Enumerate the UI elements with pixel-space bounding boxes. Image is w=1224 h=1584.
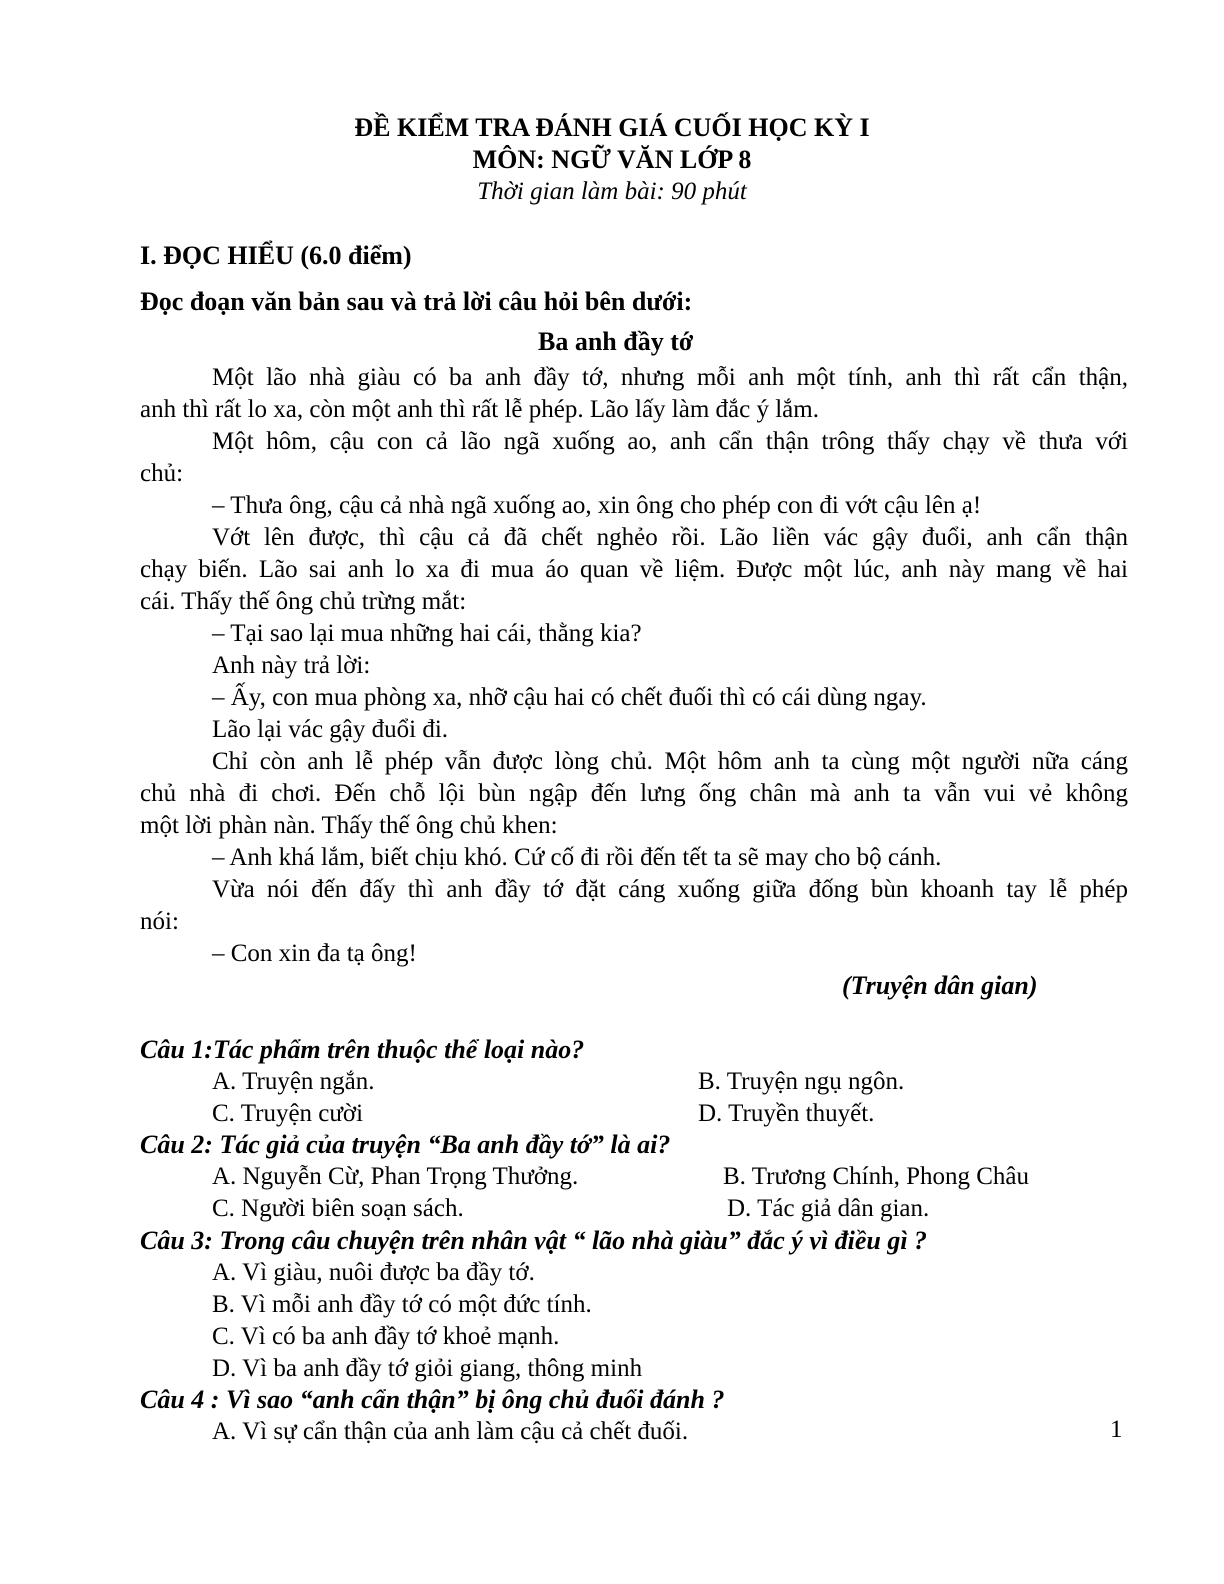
subject-title: MÔN: NGỮ VĂN LỚP 8 <box>472 145 752 174</box>
story-line: Chỉ còn anh lễ phép vẫn được lòng chủ. Một hôm anh ta cùng một người nữa cáng <box>212 748 1128 775</box>
story-line: Lão lại vác gậy đuổi đi. <box>212 716 449 743</box>
story-title: Ba anh đầy tớ <box>538 327 694 356</box>
q3-option-b: B. Vì mỗi anh đầy tớ có một đức tính. <box>212 1291 592 1318</box>
story-line: – Ấy, con mua phòng xa, nhỡ cậu hai có chết đuối thì có cái dùng ngay. <box>212 684 927 711</box>
story-source: (Truyện dân gian) <box>842 971 1038 1000</box>
story-line: – Thưa ông, cậu cả nhà ngã xuống ao, xin ông cho phép con đi vớt cậu lên ạ! <box>212 492 982 519</box>
instruction: Đọc đoạn văn bản sau và trả lời câu hỏi bên dưới: <box>140 287 693 316</box>
story-line: – Con xin đa tạ ông! <box>212 940 417 967</box>
q1-option-a: A. Truyện ngắn. <box>212 1068 375 1095</box>
q1-option-d: D. Truyền thuyết. <box>698 1100 875 1127</box>
q1-option-c: C. Truyện cười <box>212 1100 364 1127</box>
story-line: chủ nhà đi chơi. Đến chỗ lội bùn ngập đến lưng ống chân mà anh ta vẫn vui vẻ không <box>140 780 1128 807</box>
q3-option-a: A. Vì giàu, nuôi được ba đầy tớ. <box>212 1259 535 1286</box>
q2-option-b: B. Trương Chính, Phong Châu <box>723 1163 1030 1190</box>
q2-option-d: D. Tác giả dân gian. <box>727 1195 930 1222</box>
exam-title: ĐỀ KIỂM TRA ĐÁNH GIÁ CUỐI HỌC KỲ I <box>354 113 870 142</box>
story-line: cái. Thấy thế ông chủ trừng mắt: <box>140 588 467 615</box>
story-line: chạy biến. Lão sai anh lo xa đi mua áo quan về liệm. Được một lúc, anh này mang về hai <box>140 556 1128 583</box>
question-2: Câu 2: Tác giả của truyện “Ba anh đầy tớ” là ai? <box>140 1130 671 1159</box>
story-line: Vừa nói đến đấy thì anh đầy tớ đặt cáng xuống giữa đống bùn khoanh tay lễ phép <box>212 876 1128 903</box>
question-4: Câu 4 : Vì sao “anh cẩn thận” bị ông chủ đuổi đánh ? <box>140 1385 725 1414</box>
time-limit: Thời gian làm bài: 90 phút <box>477 178 747 205</box>
q3-option-c: C. Vì có ba anh đầy tớ khoẻ mạnh. <box>212 1323 560 1350</box>
question-1: Câu 1:Tác phẩm trên thuộc thể loại nào? <box>140 1035 585 1064</box>
story-line: Anh này trả lời: <box>212 652 371 679</box>
story-line: Một lão nhà giàu có ba anh đầy tớ, nhưng mỗi anh một tính, anh thì rất cẩn thận, <box>212 364 1128 391</box>
q1-option-b: B. Truyện ngụ ngôn. <box>698 1068 905 1095</box>
story-line: – Anh khá lắm, biết chịu khó. Cứ cố đi rồi đến tết ta sẽ may cho bộ cánh. <box>212 844 942 871</box>
story-line: Một hôm, cậu con cả lão ngã xuống ao, anh cẩn thận trông thấy chạy về thưa với <box>212 428 1128 455</box>
page-number: 1 <box>1110 1416 1123 1443</box>
story-line: chủ: <box>140 460 184 487</box>
section-heading: I. ĐỌC HIỂU (6.0 điểm) <box>140 241 412 270</box>
q3-option-d: D. Vì ba anh đầy tớ giỏi giang, thông minh <box>212 1355 643 1382</box>
q2-option-c: C. Người biên soạn sách. <box>212 1195 464 1222</box>
story-line: – Tại sao lại mua những hai cái, thằng kia? <box>212 620 642 647</box>
q2-option-a: A. Nguyễn Cừ, Phan Trọng Thưởng. <box>212 1163 579 1190</box>
story-line: một lời phàn nàn. Thấy thế ông chủ khen: <box>140 812 558 839</box>
q4-option-a: A. Vì sự cẩn thận của anh làm cậu cả chết đuối. <box>212 1418 689 1445</box>
question-3: Câu 3: Trong câu chuyện trên nhân vật “ lão nhà giàu” đắc ý vì điều gì ? <box>140 1226 928 1255</box>
story-line: anh thì rất lo xa, còn một anh thì rất lễ phép. Lão lấy làm đắc ý lắm. <box>140 396 819 423</box>
story-line: Vớt lên được, thì cậu cả đã chết nghẻo rồi. Lão liền vác gậy đuổi, anh cẩn thận <box>212 524 1128 551</box>
story-line: nói: <box>140 908 179 935</box>
